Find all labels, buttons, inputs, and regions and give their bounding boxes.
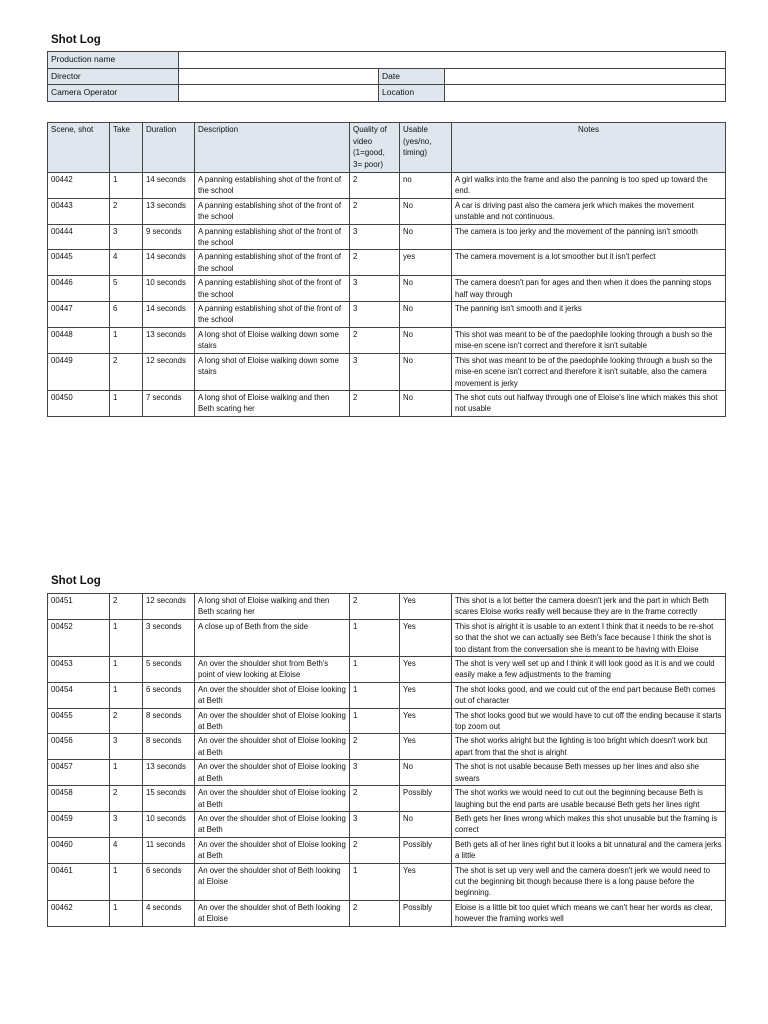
table-row xyxy=(48,708,726,734)
take-cell: 5 xyxy=(110,276,143,302)
quality-cell: 2 xyxy=(350,173,400,199)
duration-cell: 5 seconds xyxy=(143,657,195,683)
usable-cell: No xyxy=(400,353,452,390)
scene-shot-cell: 00459 xyxy=(48,811,110,837)
take-cell: 1 xyxy=(110,619,143,656)
take-cell: 1 xyxy=(110,173,143,199)
quality-cell: 3 xyxy=(350,276,400,302)
take-cell: 1 xyxy=(110,760,143,786)
duration-cell: 10 seconds xyxy=(143,276,195,302)
description-cell: A long shot of Eloise walking and then Beth scaring her xyxy=(195,390,350,416)
quality-cell: 2 xyxy=(350,594,400,620)
camera-operator-label: Camera Operator xyxy=(48,85,179,102)
col-header-quality: Quality of video (1=good, 3= poor) xyxy=(350,123,400,173)
table-row xyxy=(48,353,726,390)
quality-cell: 2 xyxy=(350,734,400,760)
table-row xyxy=(48,619,726,656)
duration-cell: 14 seconds xyxy=(143,173,195,199)
usable-cell: Yes xyxy=(400,682,452,708)
description-cell: A close up of Beth from the side xyxy=(195,619,350,656)
scene-shot-cell: 00444 xyxy=(48,224,110,250)
description-cell: A panning establishing shot of the front of the school xyxy=(195,276,350,302)
quality-cell: 2 xyxy=(350,786,400,812)
take-cell: 6 xyxy=(110,302,143,328)
production-info-table xyxy=(47,51,726,102)
col-header-duration: Duration xyxy=(143,123,195,173)
scene-shot-cell: 00450 xyxy=(48,390,110,416)
take-cell: 3 xyxy=(110,811,143,837)
date-label: Date xyxy=(379,68,445,85)
quality-cell: 3 xyxy=(350,353,400,390)
description-cell: An over the shoulder shot of Eloise looking at Beth xyxy=(195,708,350,734)
description-cell: A long shot of Eloise walking and then Beth scaring her xyxy=(195,594,350,620)
quality-cell: 2 xyxy=(350,327,400,353)
table-row xyxy=(48,327,726,353)
quality-cell: 2 xyxy=(350,250,400,276)
table-row xyxy=(48,760,726,786)
take-cell: 1 xyxy=(110,900,143,926)
quality-cell: 1 xyxy=(350,682,400,708)
quality-cell: 2 xyxy=(350,390,400,416)
table-row xyxy=(48,198,726,224)
notes-cell: The shot is very well set up and I think it will look good as it is and we could easily make a few adjustments to the framing xyxy=(452,657,726,683)
usable-cell: Yes xyxy=(400,619,452,656)
duration-cell: 8 seconds xyxy=(143,734,195,760)
location-value xyxy=(445,85,726,102)
quality-cell: 1 xyxy=(350,657,400,683)
quality-cell: 1 xyxy=(350,619,400,656)
duration-cell: 6 seconds xyxy=(143,863,195,900)
description-cell: A panning establishing shot of the front of the school xyxy=(195,302,350,328)
table-row xyxy=(48,173,726,199)
scene-shot-cell: 00446 xyxy=(48,276,110,302)
usable-cell: Possibly xyxy=(400,900,452,926)
notes-cell: The shot looks good, and we could cut of the end part because Beth comes out of character xyxy=(452,682,726,708)
duration-cell: 15 seconds xyxy=(143,786,195,812)
table-row xyxy=(48,734,726,760)
duration-cell: 6 seconds xyxy=(143,682,195,708)
quality-cell: 3 xyxy=(350,224,400,250)
description-cell: A panning establishing shot of the front of the school xyxy=(195,250,350,276)
take-cell: 2 xyxy=(110,786,143,812)
scene-shot-cell: 00454 xyxy=(48,682,110,708)
notes-cell: The shot is set up very well and the camera doesn't jerk we would need to cut the beginning bit though because there is a long pause before the beginning. xyxy=(452,863,726,900)
scene-shot-cell: 00461 xyxy=(48,863,110,900)
usable-cell: Yes xyxy=(400,863,452,900)
notes-cell: This shot is alright it is usable to an extent I think that it needs to be re-shot so that the shot we can actually see Beth's face because I think the shot is too distant from the conversation she is meant to be having with Eloise xyxy=(452,619,726,656)
table-row xyxy=(48,837,726,863)
notes-cell: Beth gets her lines wrong which makes this shot unusable but the framing is correct xyxy=(452,811,726,837)
duration-cell: 4 seconds xyxy=(143,900,195,926)
take-cell: 1 xyxy=(110,390,143,416)
usable-cell: No xyxy=(400,327,452,353)
duration-cell: 12 seconds xyxy=(143,353,195,390)
table-row xyxy=(48,276,726,302)
duration-cell: 13 seconds xyxy=(143,327,195,353)
col-header-description: Description xyxy=(195,123,350,173)
table-row xyxy=(48,657,726,683)
usable-cell: Yes xyxy=(400,594,452,620)
table-row xyxy=(48,900,726,926)
description-cell: An over the shoulder shot of Eloise looking at Beth xyxy=(195,734,350,760)
table-row xyxy=(48,250,726,276)
duration-cell: 9 seconds xyxy=(143,224,195,250)
usable-cell: No xyxy=(400,390,452,416)
scene-shot-cell: 00452 xyxy=(48,619,110,656)
scene-shot-cell: 00455 xyxy=(48,708,110,734)
scene-shot-cell: 00443 xyxy=(48,198,110,224)
description-cell: An over the shoulder shot of Beth looking at Eloise xyxy=(195,863,350,900)
duration-cell: 13 seconds xyxy=(143,760,195,786)
col-header-usable: Usable (yes/no, timing) xyxy=(400,123,452,173)
notes-cell: The camera movement is a lot smoother but it isn't perfect xyxy=(452,250,726,276)
usable-cell: Possibly xyxy=(400,786,452,812)
usable-cell: Yes xyxy=(400,657,452,683)
quality-cell: 1 xyxy=(350,708,400,734)
take-cell: 1 xyxy=(110,682,143,708)
description-cell: An over the shoulder shot of Eloise looking at Beth xyxy=(195,811,350,837)
duration-cell: 7 seconds xyxy=(143,390,195,416)
duration-cell: 13 seconds xyxy=(143,198,195,224)
description-cell: An over the shoulder shot of Beth looking at Eloise xyxy=(195,900,350,926)
usable-cell: No xyxy=(400,198,452,224)
notes-cell: The shot works alright but the lighting is too bright which doesn't work but apart from that the shot is alright xyxy=(452,734,726,760)
table-row xyxy=(48,594,726,620)
table-row xyxy=(48,863,726,900)
take-cell: 2 xyxy=(110,353,143,390)
usable-cell: Yes xyxy=(400,734,452,760)
notes-cell: This shot was meant to be of the paedophile looking through a bush so the mise-en scene isn't correct and therefore it isn't suitable xyxy=(452,327,726,353)
description-cell: A long shot of Eloise walking down some stairs xyxy=(195,327,350,353)
table-row xyxy=(48,786,726,812)
col-header-notes: Notes xyxy=(452,123,726,173)
shot-log-table-2 xyxy=(47,593,726,927)
usable-cell: No xyxy=(400,811,452,837)
take-cell: 2 xyxy=(110,198,143,224)
usable-cell: No xyxy=(400,760,452,786)
scene-shot-cell: 00449 xyxy=(48,353,110,390)
camera-operator-value xyxy=(179,85,379,102)
description-cell: A long shot of Eloise walking down some stairs xyxy=(195,353,350,390)
scene-shot-cell: 00458 xyxy=(48,786,110,812)
duration-cell: 8 seconds xyxy=(143,708,195,734)
take-cell: 2 xyxy=(110,708,143,734)
scene-shot-cell: 00442 xyxy=(48,173,110,199)
table-row xyxy=(48,302,726,328)
location-label: Location xyxy=(379,85,445,102)
scene-shot-cell: 00457 xyxy=(48,760,110,786)
table-row xyxy=(48,682,726,708)
table-row xyxy=(48,811,726,837)
notes-cell: The camera is too jerky and the movement of the panning isn't smooth xyxy=(452,224,726,250)
scene-shot-cell: 00451 xyxy=(48,594,110,620)
scene-shot-cell: 00460 xyxy=(48,837,110,863)
take-cell: 4 xyxy=(110,837,143,863)
description-cell: An over the shoulder shot from Beth's point of view looking at Eloise xyxy=(195,657,350,683)
usable-cell: No xyxy=(400,302,452,328)
take-cell: 1 xyxy=(110,657,143,683)
scene-shot-cell: 00462 xyxy=(48,900,110,926)
production-name-value xyxy=(179,52,726,69)
description-cell: A panning establishing shot of the front of the school xyxy=(195,173,350,199)
notes-cell: This shot was meant to be of the paedophile looking through a bush so the mise-en scene isn't correct and therefore it isn't suitable, also the camera movement is jerky xyxy=(452,353,726,390)
description-cell: An over the shoulder shot of Eloise looking at Beth xyxy=(195,760,350,786)
notes-cell: This shot is a lot better the camera doesn't jerk and the part in which Beth scares Eloise works really well because they are in the frame correctly xyxy=(452,594,726,620)
notes-cell: A girl walks into the frame and also the panning is too sped up toward the end. xyxy=(452,173,726,199)
description-cell: A panning establishing shot of the front of the school xyxy=(195,224,350,250)
take-cell: 1 xyxy=(110,327,143,353)
take-cell: 1 xyxy=(110,863,143,900)
notes-cell: Eloise is a little bit too quiet which means we can't hear her words as clear, however the framing works well xyxy=(452,900,726,926)
director-label: Director xyxy=(48,68,179,85)
usable-cell: no xyxy=(400,173,452,199)
duration-cell: 12 seconds xyxy=(143,594,195,620)
description-cell: A panning establishing shot of the front of the school xyxy=(195,198,350,224)
page-title-2: Shot Log xyxy=(51,575,101,587)
usable-cell: Yes xyxy=(400,708,452,734)
take-cell: 3 xyxy=(110,734,143,760)
description-cell: An over the shoulder shot of Eloise looking at Beth xyxy=(195,682,350,708)
notes-cell: A car is driving past also the camera jerk which makes the movement unstable and not continuous. xyxy=(452,198,726,224)
usable-cell: No xyxy=(400,224,452,250)
usable-cell: yes xyxy=(400,250,452,276)
notes-cell: The camera doesn't pan for ages and then when it does the panning stops half way through xyxy=(452,276,726,302)
table-row xyxy=(48,224,726,250)
notes-cell: The shot is not usable because Beth messes up her lines and also she swears xyxy=(452,760,726,786)
quality-cell: 2 xyxy=(350,900,400,926)
director-value xyxy=(179,68,379,85)
scene-shot-cell: 00456 xyxy=(48,734,110,760)
quality-cell: 3 xyxy=(350,302,400,328)
shot-log-table-1 xyxy=(47,122,726,417)
duration-cell: 11 seconds xyxy=(143,837,195,863)
usable-cell: No xyxy=(400,276,452,302)
quality-cell: 2 xyxy=(350,837,400,863)
duration-cell: 14 seconds xyxy=(143,250,195,276)
scene-shot-cell: 00448 xyxy=(48,327,110,353)
take-cell: 4 xyxy=(110,250,143,276)
duration-cell: 10 seconds xyxy=(143,811,195,837)
scene-shot-cell: 00453 xyxy=(48,657,110,683)
table-row xyxy=(48,390,726,416)
quality-cell: 1 xyxy=(350,863,400,900)
usable-cell: Possibly xyxy=(400,837,452,863)
col-header-scene-shot: Scene, shot xyxy=(48,123,110,173)
take-cell: 2 xyxy=(110,594,143,620)
quality-cell: 2 xyxy=(350,198,400,224)
quality-cell: 3 xyxy=(350,760,400,786)
duration-cell: 14 seconds xyxy=(143,302,195,328)
notes-cell: The shot works we would need to cut out the beginning because Beth is laughing but the end parts are usable because Beth gets her lines right xyxy=(452,786,726,812)
description-cell: An over the shoulder shot of Eloise looking at Beth xyxy=(195,837,350,863)
production-name-label: Production name xyxy=(48,52,179,69)
page-title: Shot Log xyxy=(51,34,101,46)
quality-cell: 3 xyxy=(350,811,400,837)
notes-cell: Beth gets all of her lines right but it looks a bit unnatural and the camera jerks a little xyxy=(452,837,726,863)
scene-shot-cell: 00447 xyxy=(48,302,110,328)
col-header-take: Take xyxy=(110,123,143,173)
notes-cell: The shot looks good but we would have to cut off the ending because it starts top zoom out xyxy=(452,708,726,734)
date-value xyxy=(445,68,726,85)
notes-cell: The shot cuts out halfway through one of Eloise's line which makes this shot not usable xyxy=(452,390,726,416)
description-cell: An over the shoulder shot of Eloise looking at Beth xyxy=(195,786,350,812)
take-cell: 3 xyxy=(110,224,143,250)
scene-shot-cell: 00445 xyxy=(48,250,110,276)
notes-cell: The panning isn't smooth and it jerks xyxy=(452,302,726,328)
duration-cell: 3 seconds xyxy=(143,619,195,656)
